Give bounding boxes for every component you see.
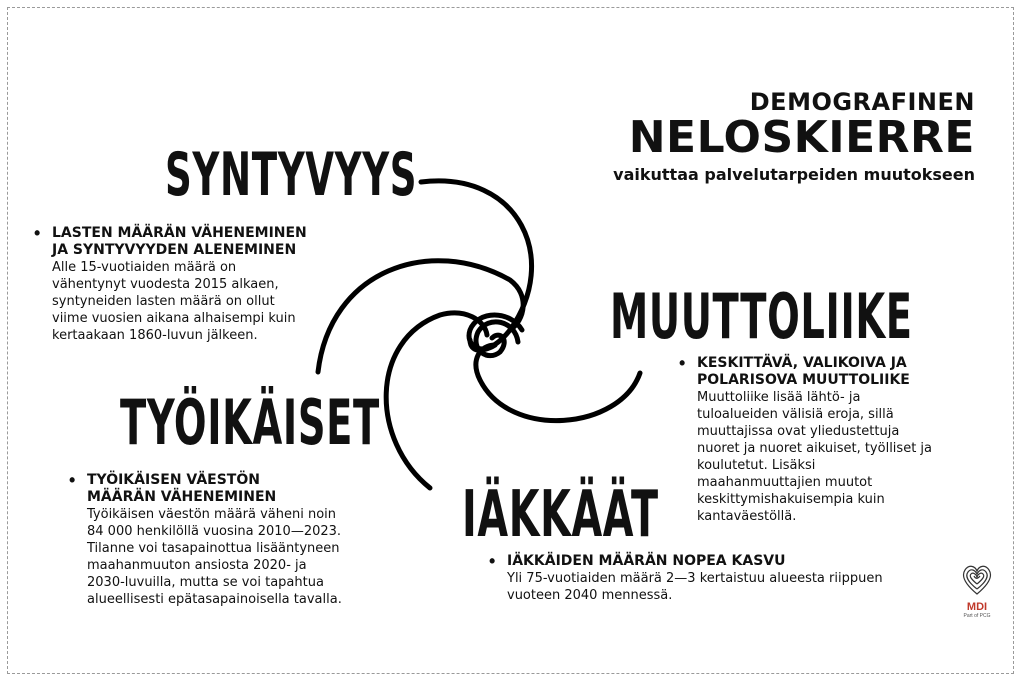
block-syntyvyys <box>34 223 352 344</box>
bullet-text-tyoikaiset: Työikäisen väestön määrä väheni noin 84 000 henkilöllä vuosina 2010—2023. Tilanne voi tasapainottua lisääntyneen maahanmuuton ansiosta 2020- ja 2030-luvuilla, mutta se voi tapahtua alueellisesti epätasapainoisella tavalla. <box>87 507 342 607</box>
block-muuttoliike <box>679 353 997 525</box>
bullet-text-iakkaat: Yli 75-vuotiaiden määrä 2—3 kertaistuu alueesta riippuen vuoteen 2040 mennessä. <box>507 571 883 603</box>
logo-sub: Part of PCG <box>963 613 991 619</box>
heading-syntyvyys: SYNTYVYYS <box>165 140 418 210</box>
bullet-dot: • <box>679 353 686 373</box>
bullet-dot: • <box>489 551 496 571</box>
spiral-arm-2 <box>476 345 640 421</box>
block-tyoikaiset <box>69 470 397 608</box>
bullet-title-iakkaat: IÄKKÄIDEN MÄÄRÄN NOPEA KASVU <box>507 553 786 569</box>
logo-text: MDI <box>966 601 988 613</box>
bullet-text-syntyvyys: Alle 15-vuotiaiden määrä on vähentynyt vuodesta 2015 alkaen, syntyneiden lasten määrä on ollut viime vuosien aikana alhaisempi kuin kertaakaan 1860-luvun jälkeen. <box>52 260 296 343</box>
fingerprint-heart-icon <box>959 562 995 596</box>
bullet-dot: • <box>69 470 76 490</box>
title-line2: NELOSKIERRE <box>628 112 975 163</box>
bullet-text-muuttoliike: Muuttoliike lisää lähtö- ja tuloalueiden välisiä eroja, sillä muuttajissa ovat yliedustettuja nuoret ja nuoret aikuiset, työlliset ja koulutetut. Lisäksi maahanmuuttajien muutot keskittymishakuisempia kuin kantaväestöllä. <box>697 390 932 524</box>
bullet-title-muuttoliike: KESKITTÄVÄ, VALIKOIVA JA POLARISOVA MUUTTOLIIKE <box>697 355 910 388</box>
block-iakkaat <box>489 551 947 604</box>
bullet-title-tyoikaiset: TYÖIKÄISEN VÄESTÖN MÄÄRÄN VÄHENEMINEN <box>87 472 277 505</box>
bullet-dot: • <box>34 223 41 243</box>
heading-tyoikaiset: TYÖIKÄISET <box>120 386 380 459</box>
title-line1: DEMOGRAFINEN <box>749 88 975 116</box>
mdi-logo <box>952 562 1002 619</box>
heading-iakkaat: IÄKKÄÄT <box>462 478 659 552</box>
bullet-title-syntyvyys: LASTEN MÄÄRÄN VÄHENEMINEN JA SYNTYVYYDEN ALENEMINEN <box>52 225 307 258</box>
title-subtitle: vaikuttaa palvelutarpeiden muutokseen <box>613 165 975 184</box>
heading-muuttoliike: MUUTTOLIIKE <box>610 280 913 353</box>
